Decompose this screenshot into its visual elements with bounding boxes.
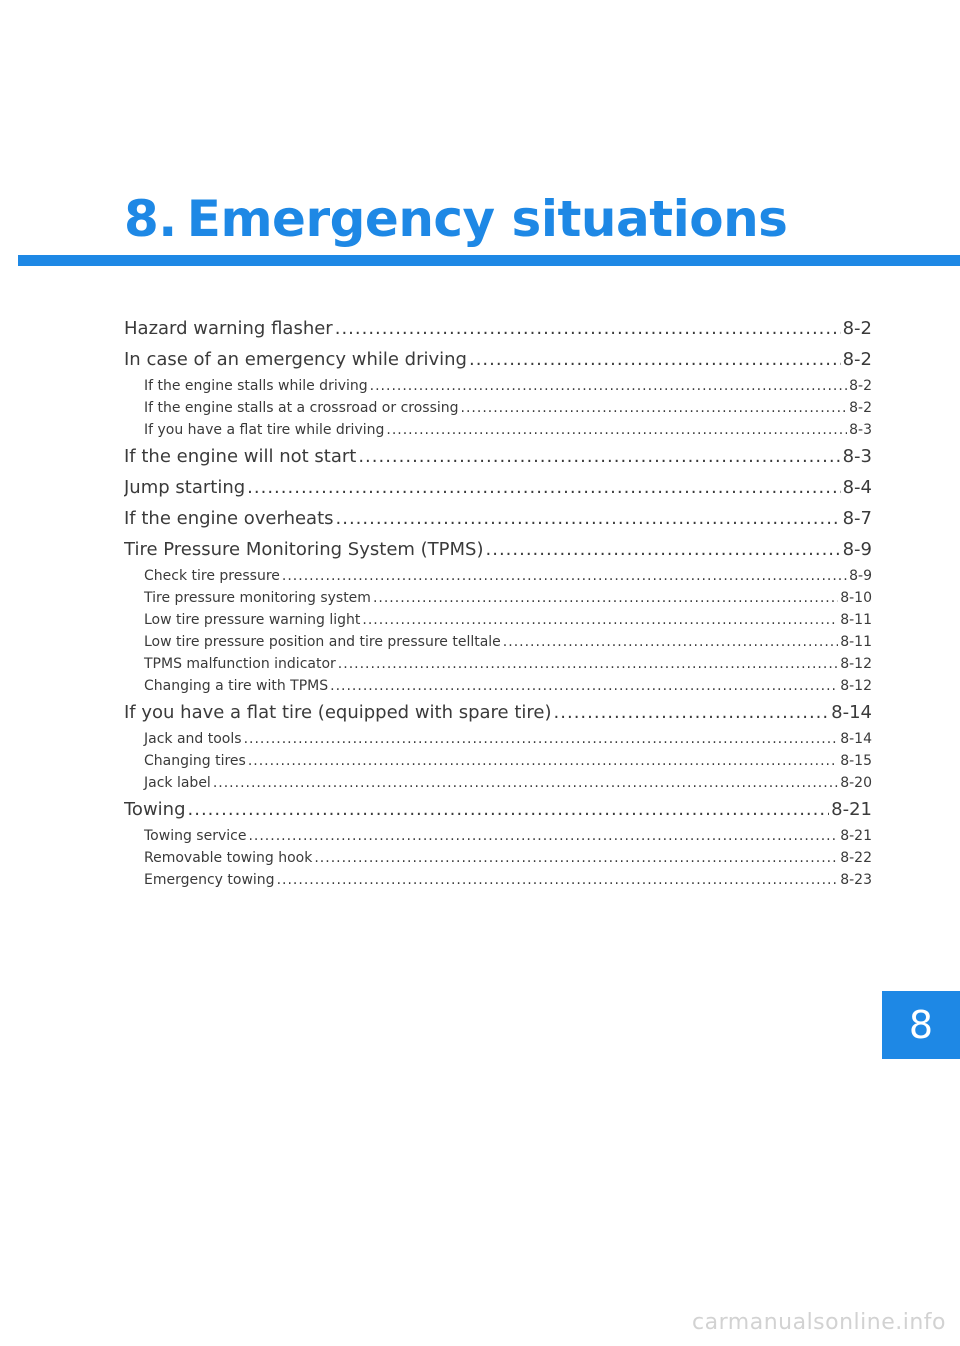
toc-entry-label: Removable towing hook <box>144 850 313 866</box>
chapter-number: 8. <box>124 190 177 248</box>
toc-entry-label: If the engine stalls while driving <box>144 378 368 394</box>
toc-section-entry[interactable] <box>124 697 872 728</box>
toc-entry-page: 8-23 <box>840 872 872 888</box>
toc-dot-leader <box>247 472 840 503</box>
toc-dot-leader <box>335 313 841 344</box>
toc-section-entry[interactable] <box>124 534 872 565</box>
toc-dot-leader <box>244 728 839 750</box>
toc-entry-page: 8-3 <box>842 446 872 467</box>
toc-dot-leader <box>336 503 841 534</box>
toc-section-entry[interactable] <box>124 313 872 344</box>
toc-dot-leader <box>486 534 841 565</box>
toc-dot-leader <box>554 697 830 728</box>
toc-entry-label: Check tire pressure <box>144 568 280 584</box>
toc-subsection-entry[interactable] <box>124 825 872 847</box>
toc-entry-page: 8-15 <box>840 753 872 769</box>
toc-section-entry[interactable] <box>124 503 872 534</box>
toc-dot-leader <box>338 653 838 675</box>
toc-entry-label: Low tire pressure position and tire pressure telltale <box>144 634 501 650</box>
toc-entry-label: Jack label <box>144 775 211 791</box>
toc-entry-page: 8-12 <box>840 678 872 694</box>
toc-dot-leader <box>358 441 840 472</box>
toc-entry-page: 8-9 <box>849 568 872 584</box>
toc-dot-leader <box>213 772 838 794</box>
toc-subsection-entry[interactable] <box>124 675 872 697</box>
toc-section-entry[interactable] <box>124 441 872 472</box>
toc-subsection-entry[interactable] <box>124 587 872 609</box>
toc-entry-page: 8-10 <box>840 590 872 606</box>
toc-entry-label: If the engine overheats <box>124 508 334 529</box>
toc-dot-leader <box>370 375 847 397</box>
chapter-title-text: Emergency situations <box>186 190 788 248</box>
toc-section-entry[interactable] <box>124 794 872 825</box>
toc-entry-page: 8-2 <box>842 349 872 370</box>
toc-entry-page: 8-22 <box>840 850 872 866</box>
toc-entry-label: Emergency towing <box>144 872 275 888</box>
toc-subsection-entry[interactable] <box>124 631 872 653</box>
toc-subsection-entry[interactable] <box>124 750 872 772</box>
toc-dot-leader <box>386 419 847 441</box>
toc-entry-label: Changing a tire with TPMS <box>144 678 329 694</box>
toc-subsection-entry[interactable] <box>124 728 872 750</box>
toc-entry-label: In case of an emergency while driving <box>124 349 467 370</box>
toc-dot-leader <box>282 565 847 587</box>
toc-dot-leader <box>503 631 838 653</box>
toc-entry-label: Towing <box>124 799 186 820</box>
toc-entry-page: 8-20 <box>840 775 872 791</box>
chapter-title <box>124 184 787 254</box>
toc-entry-label: Jump starting <box>124 477 246 498</box>
toc-section-entry[interactable] <box>124 344 872 375</box>
toc-entry-page: 8-11 <box>840 634 872 650</box>
toc-dot-leader <box>461 397 848 419</box>
toc-dot-leader <box>469 344 841 375</box>
toc-entry-label: If the engine stalls at a crossroad or crossing <box>144 400 459 416</box>
toc-entry-label: Tire pressure monitoring system <box>144 590 371 606</box>
toc-entry-label: TPMS malfunction indicator <box>144 656 336 672</box>
toc-dot-leader <box>277 869 839 891</box>
toc-entry-label: Low tire pressure warning light <box>144 612 361 628</box>
toc-entry-page: 8-2 <box>849 378 872 394</box>
toc-entry-label: Jack and tools <box>144 731 242 747</box>
toc-subsection-entry[interactable] <box>124 565 872 587</box>
toc-subsection-entry[interactable] <box>124 847 872 869</box>
toc-dot-leader <box>188 794 830 825</box>
toc-dot-leader <box>362 609 838 631</box>
toc-entry-page: 8-21 <box>831 799 872 820</box>
table-of-contents <box>124 313 872 891</box>
toc-entry-label: Hazard warning flasher <box>124 318 333 339</box>
toc-entry-page: 8-2 <box>849 400 872 416</box>
toc-dot-leader <box>373 587 838 609</box>
toc-subsection-entry[interactable] <box>124 653 872 675</box>
toc-subsection-entry[interactable] <box>124 772 872 794</box>
toc-entry-page: 8-12 <box>840 656 872 672</box>
toc-entry-label: Changing tires <box>144 753 246 769</box>
chapter-tab[interactable]: 8 <box>882 991 960 1059</box>
toc-subsection-entry[interactable] <box>124 609 872 631</box>
toc-subsection-entry[interactable] <box>124 869 872 891</box>
toc-subsection-entry[interactable] <box>124 375 872 397</box>
toc-entry-page: 8-7 <box>842 508 872 529</box>
watermark: carmanualsonline.info <box>692 1310 946 1335</box>
toc-entry-page: 8-14 <box>840 731 872 747</box>
toc-dot-leader <box>314 847 838 869</box>
toc-entry-page: 8-21 <box>840 828 872 844</box>
toc-entry-page: 8-2 <box>842 318 872 339</box>
toc-section-entry[interactable] <box>124 472 872 503</box>
toc-entry-label: If you have a flat tire while driving <box>144 422 385 438</box>
toc-subsection-entry[interactable] <box>124 419 872 441</box>
toc-subsection-entry[interactable] <box>124 397 872 419</box>
toc-dot-leader <box>248 825 838 847</box>
toc-entry-page: 8-14 <box>831 702 872 723</box>
toc-entry-label: Tire Pressure Monitoring System (TPMS) <box>124 539 484 560</box>
title-rule <box>18 255 960 266</box>
toc-entry-label: If the engine will not start <box>124 446 357 467</box>
toc-entry-label: Towing service <box>144 828 247 844</box>
toc-entry-label: If you have a flat tire (equipped with spare tire) <box>124 702 552 723</box>
toc-entry-page: 8-9 <box>842 539 872 560</box>
toc-dot-leader <box>330 675 838 697</box>
toc-entry-page: 8-4 <box>842 477 872 498</box>
toc-entry-page: 8-3 <box>849 422 872 438</box>
toc-dot-leader <box>248 750 838 772</box>
toc-entry-page: 8-11 <box>840 612 872 628</box>
